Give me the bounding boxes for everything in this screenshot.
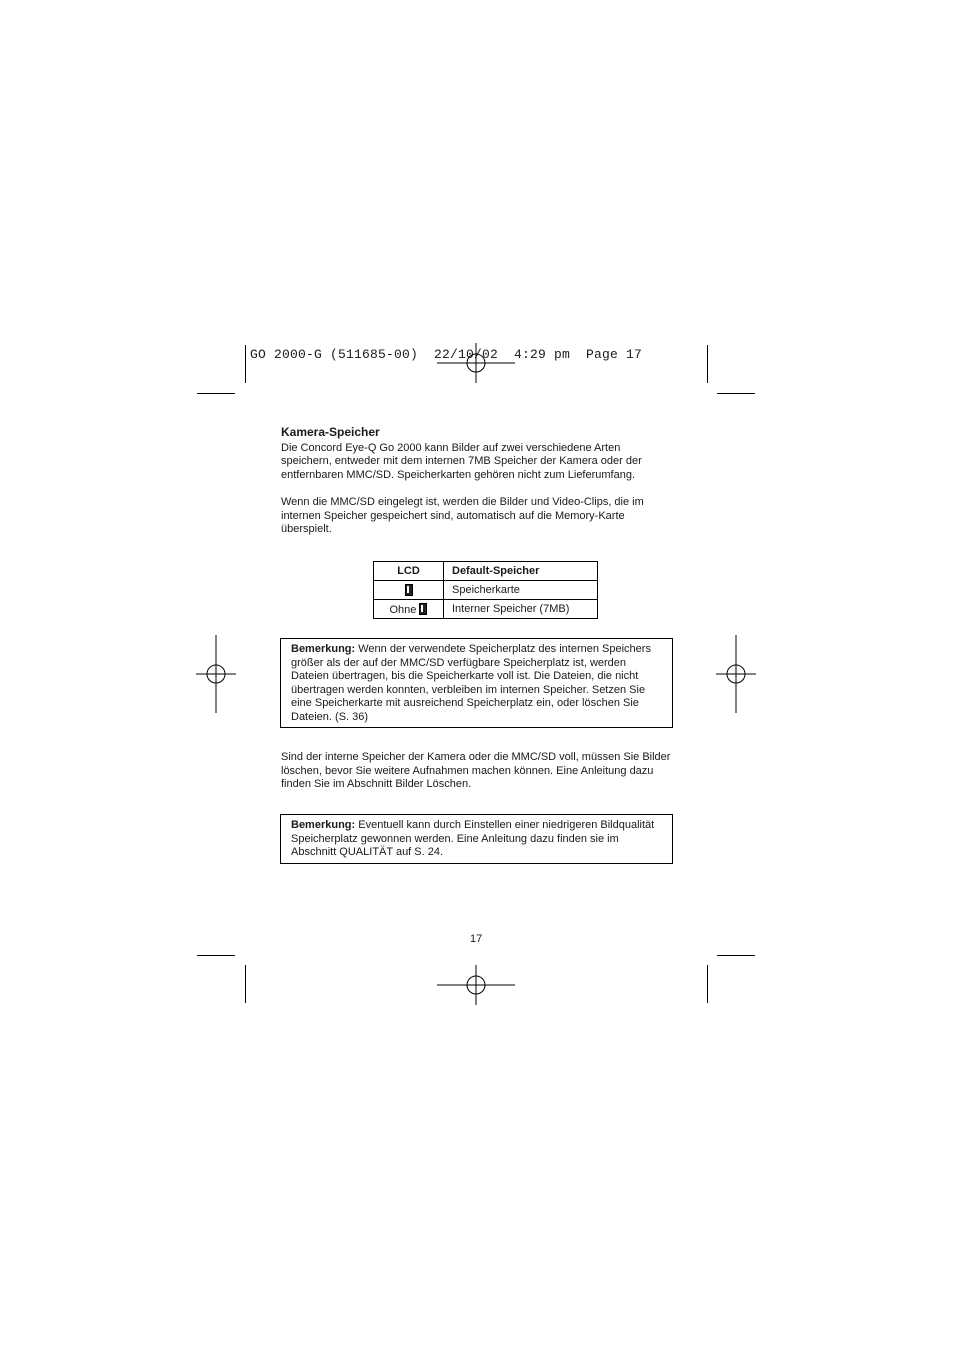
intro-paragraph: Die Concord Eye-Q Go 2000 kann Bilder auf zwei verschiedene Arten speichern, entweder mit dem internen 7MB Speicher der Kamera oder der entfernbaren MMC/SD. Speicherkarten gehören nicht zum Lieferumfang. [281,441,642,481]
lcd-label: Ohne [389,603,417,616]
registration-mark-icon [716,635,756,713]
main-content [281,426,673,551]
memory-card-icon [405,584,413,596]
registration-mark-icon [437,343,517,383]
full-memory-paragraph: Sind der interne Speicher der Kamera oder die MMC/SD voll, müssen Sie Bilder löschen, bevor Sie weitere Aufnahmen machen können. Eine Anleitung dazu finden Sie im Abschnitt Bilder Löschen. [281,751,671,790]
note-label: Bemerkung: [291,819,356,831]
crop-mark [197,393,235,394]
transfer-paragraph: Wenn die MMC/SD eingelegt ist, werden die Bilder und Video-Clips, die im internen Speicher gespeichert sind, automatisch auf die Memory-Karte überspielt. [281,496,644,535]
memory-table [373,561,598,619]
note-text: Wenn der verwendete Speicherplatz des internen Speichers größer als der auf der MMC/SD verfügbare Speicherplatz ist, werden Dateien übertragen, bis die Speicherkarte voll ist. Die Dateien, die nicht übertragen werden konnten, verbleiben im internen Speicher. Setzen Sie eine Speicherkarte mit ausreichend Speicherplatz ein, oder löschen Sie Dateien. (S. 36) [291,643,651,723]
note-box [280,638,673,728]
table-cell-lcd [374,600,444,619]
table-row [374,600,598,619]
note-box [280,814,673,864]
crop-mark [707,345,708,383]
section-heading: Kamera-Speicher [281,425,380,439]
table-cell-lcd [374,581,444,600]
page-number: 17 [470,933,483,945]
crop-mark [245,345,246,383]
table-row [374,581,598,600]
print-slug-line: GO 2000-G (511685-00) 22/10/02 4:29 pm Page 17 [250,347,643,362]
crop-mark [197,955,235,956]
table-header-lcd: LCD [374,562,444,581]
memory-card-icon [419,603,427,615]
crop-mark [717,955,755,956]
table-header-default: Default-Speicher [444,562,598,581]
registration-mark-icon [437,965,517,1005]
table-cell-value: Speicherkarte [444,581,598,600]
crop-mark [717,393,755,394]
note-text: Eventuell kann durch Einstellen einer niedrigeren Bildqualität Speicherplatz gewonnen werden. Eine Anleitung dazu finden sie im Abschnitt QUALITÄT auf S. 24. [291,819,655,858]
crop-mark [707,965,708,1003]
note-label: Bemerkung: [291,643,356,655]
table-cell-value: Interner Speicher (7MB) [444,600,598,619]
table-header-row [374,562,598,581]
crop-mark [245,965,246,1003]
registration-mark-icon [196,635,236,713]
